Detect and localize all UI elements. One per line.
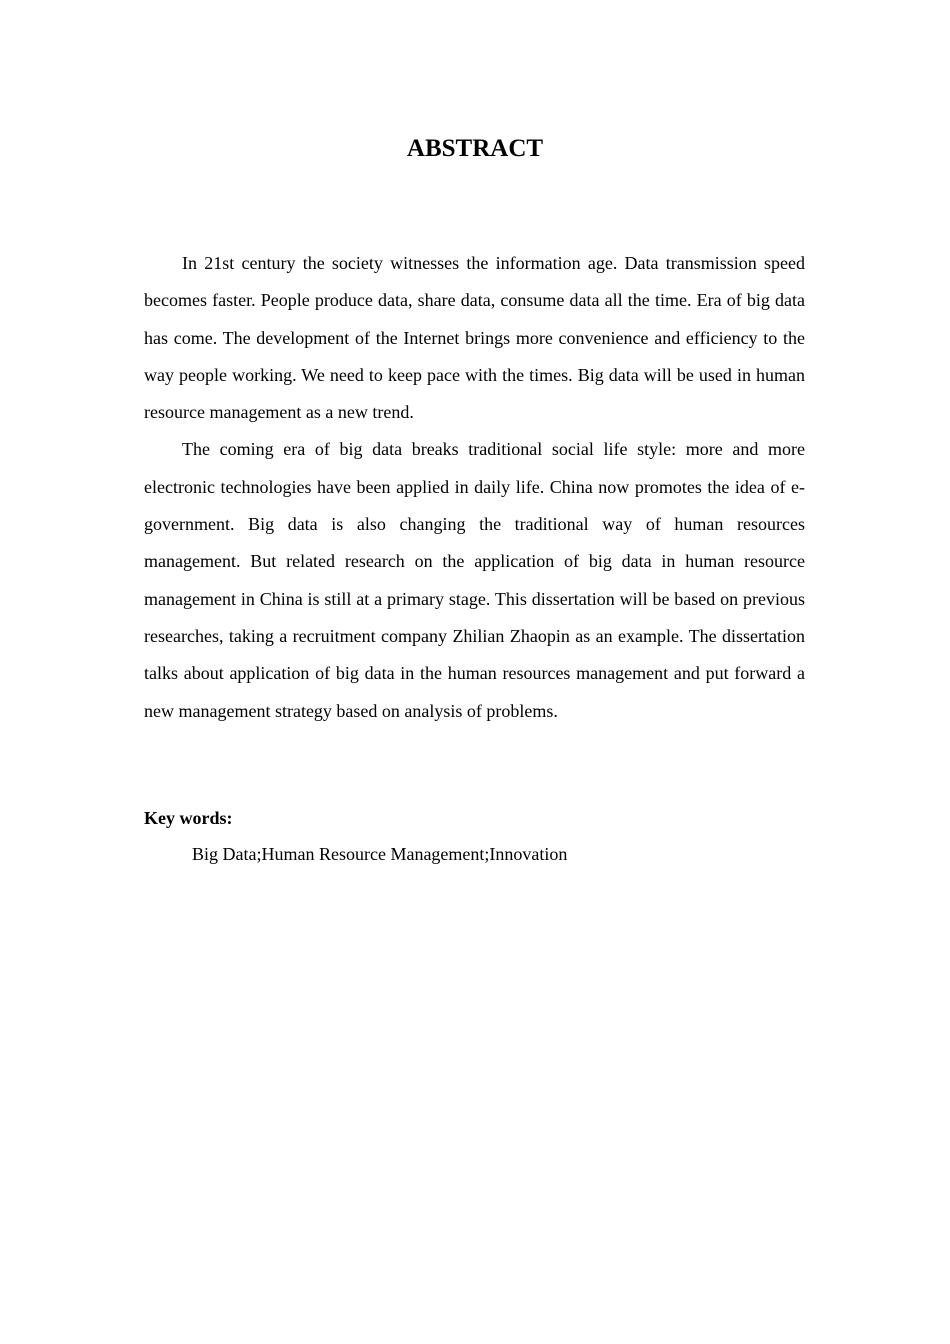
abstract-body — [144, 245, 805, 730]
keywords-list: Big Data;Human Resource Management;Innovation — [192, 844, 568, 864]
abstract-paragraph-2: The coming era of big data breaks traditional social life style: more and more electronic technologies have been applied in daily life. China now promotes the idea of e-government. Big data is also changing the traditional way of human resources management. But related research on the application of big data in human resource management in China is still at a primary stage. This dissertation will be based on previous researches, taking a recruitment company Zhilian Zhaopin as an example. The dissertation talks about application of big data in the human resources management and put forward a new management strategy based on analysis of problems. — [144, 439, 805, 721]
keywords-heading: Key words: — [144, 808, 233, 828]
abstract-title: ABSTRACT — [406, 135, 544, 162]
abstract-paragraph-1: In 21st century the society witnesses the information age. Data transmission speed becomes faster. People produce data, share data, consume data all the time. Era of big data has come. The development of the Internet brings more convenience and efficiency to the way people working. We need to keep pace with the times. Big data will be used in human resource management as a new trend. — [144, 253, 805, 423]
